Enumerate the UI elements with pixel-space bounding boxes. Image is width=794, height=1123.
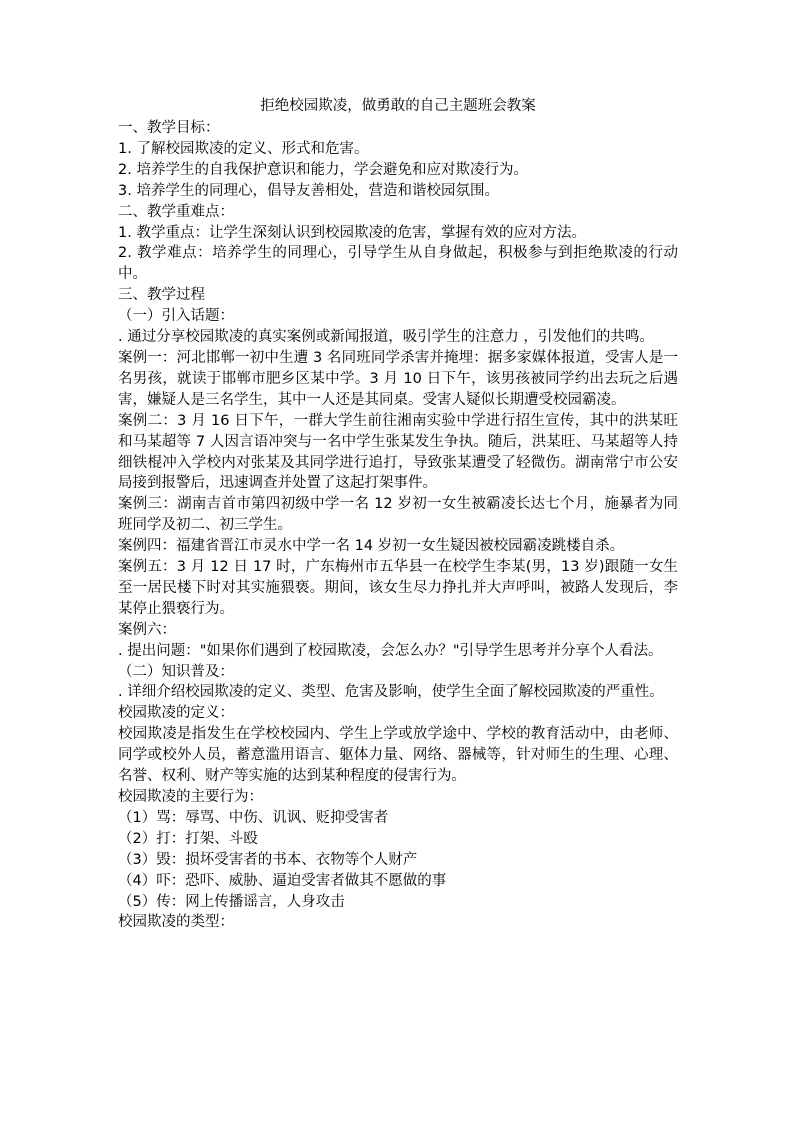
paragraph: . 提出问题："如果你们遇到了校园欺凌，会怎么办？"引导学生思考并分享个人看法。	[118, 642, 663, 659]
behavior-item: （2）打：打架、斗殴	[118, 830, 258, 847]
types-heading: 校园欺凌的类型：	[118, 914, 234, 931]
paragraph: . 通过分享校园欺凌的真实案例或新闻报道，吸引学生的注意力 ，引发他们的共鸣。	[118, 329, 654, 346]
key-point-item: 2. 教学难点：培养学生的同理心，引导学生从自身做起，积极参与到拒绝欺凌的行动中。	[118, 245, 678, 283]
section-heading-objectives: 一、教学目标：	[118, 120, 220, 136]
behavior-item: （4）吓：恐吓、威胁、逼迫受害者做其不愿做的事	[118, 872, 447, 889]
case-paragraph: 案例一：河北邯郸一初中生遭 3 名同班同学杀害并掩埋：据多家媒体报道，受害人是一名男孩，就读于邯郸市肥乡区某中学。3 月 10 日下午，该男孩被同学约出去玩之后遇害，嫌疑人是三名学生，其中一人还是其同桌。受害人疑似长期遭受校园霸凌。	[118, 349, 678, 408]
case-paragraph: 案例四：福建省晋江市灵水中学一名 14 岁初一女生疑因被校园霸凌跳楼自杀。	[118, 538, 625, 555]
behavior-item: （3）毁：损坏受害者的书本、衣物等个人财产	[118, 851, 418, 868]
case-paragraph: 案例六：	[118, 621, 176, 638]
definition-paragraph: 校园欺凌是指发生在学校校园内、学生上学或放学途中、学校的教育活动中，由老师、同学或校外人员，蓄意滥用语言、躯体力量、网络、器械等，针对师生的生理、心理、名誉、权利、财产等实施的达到某种程度的侵害行为。	[118, 726, 678, 785]
behavior-item: （1）骂：辱骂、中伤、讥讽、贬抑受害者	[118, 809, 389, 826]
definition-heading: 校园欺凌的定义：	[118, 705, 234, 722]
subsection-heading-knowledge: （二）知识普及：	[118, 663, 234, 680]
objective-item: 1. 了解校园欺凌的定义、形式和危害。	[118, 140, 369, 157]
behaviors-heading: 校园欺凌的主要行为：	[118, 789, 263, 805]
objective-item: 3. 培养学生的同理心，倡导友善相处，营造和谐校园氛围。	[118, 182, 499, 199]
document-title: 拒绝校园欺凌，做勇敢的自己主题班会教案	[260, 98, 536, 114]
objective-item: 2. 培养学生的自我保护意识和能力，学会避免和应对欺凌行为。	[118, 161, 528, 178]
section-heading-process: 三、教学过程	[118, 287, 205, 304]
document-page	[118, 96, 678, 933]
case-paragraph: 案例三：湖南吉首市第四初级中学一名 12 岁初一女生被霸凌长达七个月，施暴者为同班同学及初二、初三学生。	[118, 496, 678, 534]
paragraph: . 详细介绍校园欺凌的定义、类型、危害及影响，使学生全面了解校园欺凌的严重性。	[118, 684, 664, 701]
behavior-item: （5）传：网上传播谣言，人身攻击	[118, 893, 345, 910]
section-heading-key-points: 二、教学重难点：	[118, 203, 234, 220]
subsection-heading-intro: （一）引入话题：	[118, 308, 234, 325]
case-paragraph: 案例五：3 月 12 日 17 时，广东梅州市五华县一在校学生李某(男，13 岁)跟随一女生至一居民楼下时对其实施猥亵。期间，该女生尽力挣扎并大声呼叫，被路人发现后，李某停止猥亵行为。	[118, 559, 678, 617]
case-paragraph: 案例二：3 月 16 日下午，一群大学生前往湘南实验中学进行招生宣传，其中的洪某旺和马某超等 7 人因言语冲突与一名中学生张某发生争执。随后，洪某旺、马某超等人持细铁棍冲入学校内对张某及其同学进行追打，导致张某遭受了轻微伤。湖南常宁市公安局接到报警后，迅速调查并处置了这起打架事件。	[118, 412, 678, 492]
key-point-item: 1. 教学重点：让学生深刻认识到校园欺凌的危害，掌握有效的应对方法。	[118, 224, 586, 241]
